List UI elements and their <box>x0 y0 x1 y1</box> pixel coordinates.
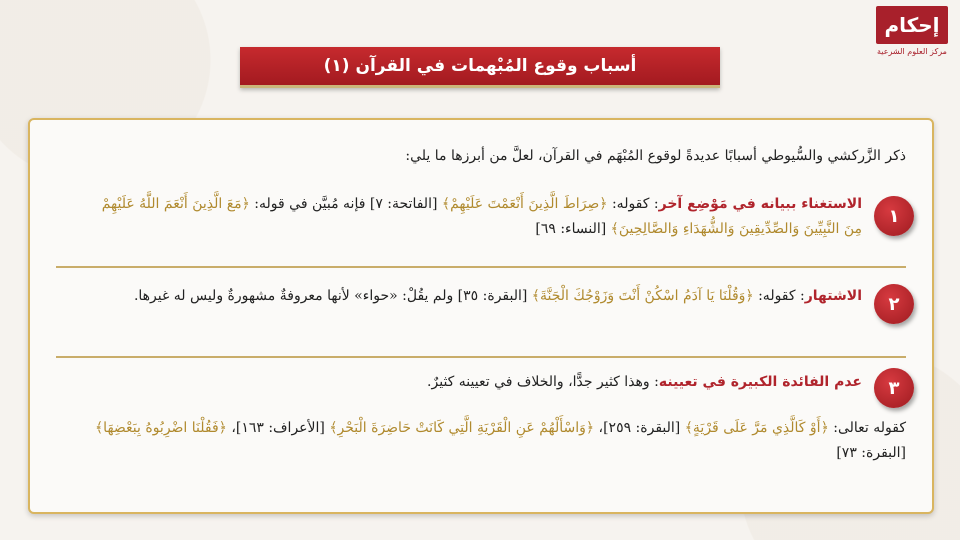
reason-lead: : وهذا كثير جدًّا، والخلاف في تعيينه كثيرٌ. <box>427 374 659 390</box>
section-divider <box>56 266 906 268</box>
quran-quote: ﴿أَوْ كَالَّذِي مَرَّ عَلَى قَرْيَةٍ﴾ <box>684 420 829 436</box>
quran-quote: ﴿وَاسْأَلْهُمْ عَنِ الْقَرْيَةِ الَّتِي كَانَتْ حَاضِرَةَ الْبَحْرِ﴾ <box>329 420 595 436</box>
verse-reference: [الأعراف: ١٦٣]، <box>226 420 330 436</box>
reason-text <box>82 192 862 242</box>
reason-heading: الاستغناء ببيانه في مَوْضِع آخر <box>658 196 862 212</box>
slide-title: أسباب وقوع المُبْهمات في القرآن (١) <box>323 56 637 76</box>
reason-lead: : كقوله: <box>753 288 805 304</box>
reason-item-3 <box>32 366 932 486</box>
quran-quote: ﴿صِرَاطَ الَّذِينَ أَنْعَمْتَ عَلَيْهِمْ﴾ <box>441 196 608 212</box>
number-badge: ٣ <box>874 368 914 408</box>
verse-reference: [النساء: ٦٩] <box>535 221 611 237</box>
number-badge: ٢ <box>874 284 914 324</box>
title-banner <box>240 47 720 88</box>
intro-text: ذكر الزَّركشي والسُّيوطي أسبابًا عديدةً لوقوع المُبْهَم في القرآن، لعلَّ من أبرزها ما يلي: <box>405 148 906 164</box>
verse-reference: [البقرة: ٧٣] <box>836 445 906 461</box>
reason-lead: : كقوله: <box>607 196 659 212</box>
quran-quote: ﴿وَقُلْنَا يَا آدَمُ اسْكُنْ أَنْتَ وَزَوْجُكَ الْجَنَّةَ﴾ <box>531 288 754 304</box>
quran-quote: ﴿مَعَ الَّذِينَ أَنْعَمَ اللَّهُ عَلَيْهِمْ مِنَ النَّبِيِّينَ وَالصِّدِّيقِينَ وَالشُّهَدَاءِ وَالصَّالِحِينَ﴾ <box>101 196 862 237</box>
reason-heading: عدم الفائدة الكبيرة في تعيينه <box>658 374 862 390</box>
verse-reference: [البقرة: ٢٥٩]، <box>594 420 685 436</box>
number-badge: ١ <box>874 196 914 236</box>
logo-subtitle: مركز العلوم الشرعية <box>877 47 947 56</box>
section-divider <box>56 356 906 358</box>
reason-text <box>82 370 862 395</box>
reason-text <box>82 284 862 309</box>
content-card <box>28 118 934 514</box>
verse-reference: [البقرة: ٣٥] ولم يقُلْ: «حواء» لأنها معروفةٌ مشهورةٌ وليس له غيرها. <box>133 288 532 304</box>
reason-item-1 <box>32 190 932 260</box>
examples-text <box>46 416 906 466</box>
reason-heading: الاشتهار <box>804 288 862 304</box>
quran-quote: ﴿فَقُلْنَا اضْرِبُوهُ بِبَعْضِهَا﴾ <box>94 420 227 436</box>
reason-item-2 <box>32 280 932 350</box>
logo-mark: إحكام <box>876 6 948 44</box>
verse-reference: [الفاتحة: ٧] فإنه مُبيَّن في قوله: <box>249 196 442 212</box>
example-lead: كقوله تعالى: <box>828 420 906 436</box>
brand-logo <box>874 6 950 68</box>
